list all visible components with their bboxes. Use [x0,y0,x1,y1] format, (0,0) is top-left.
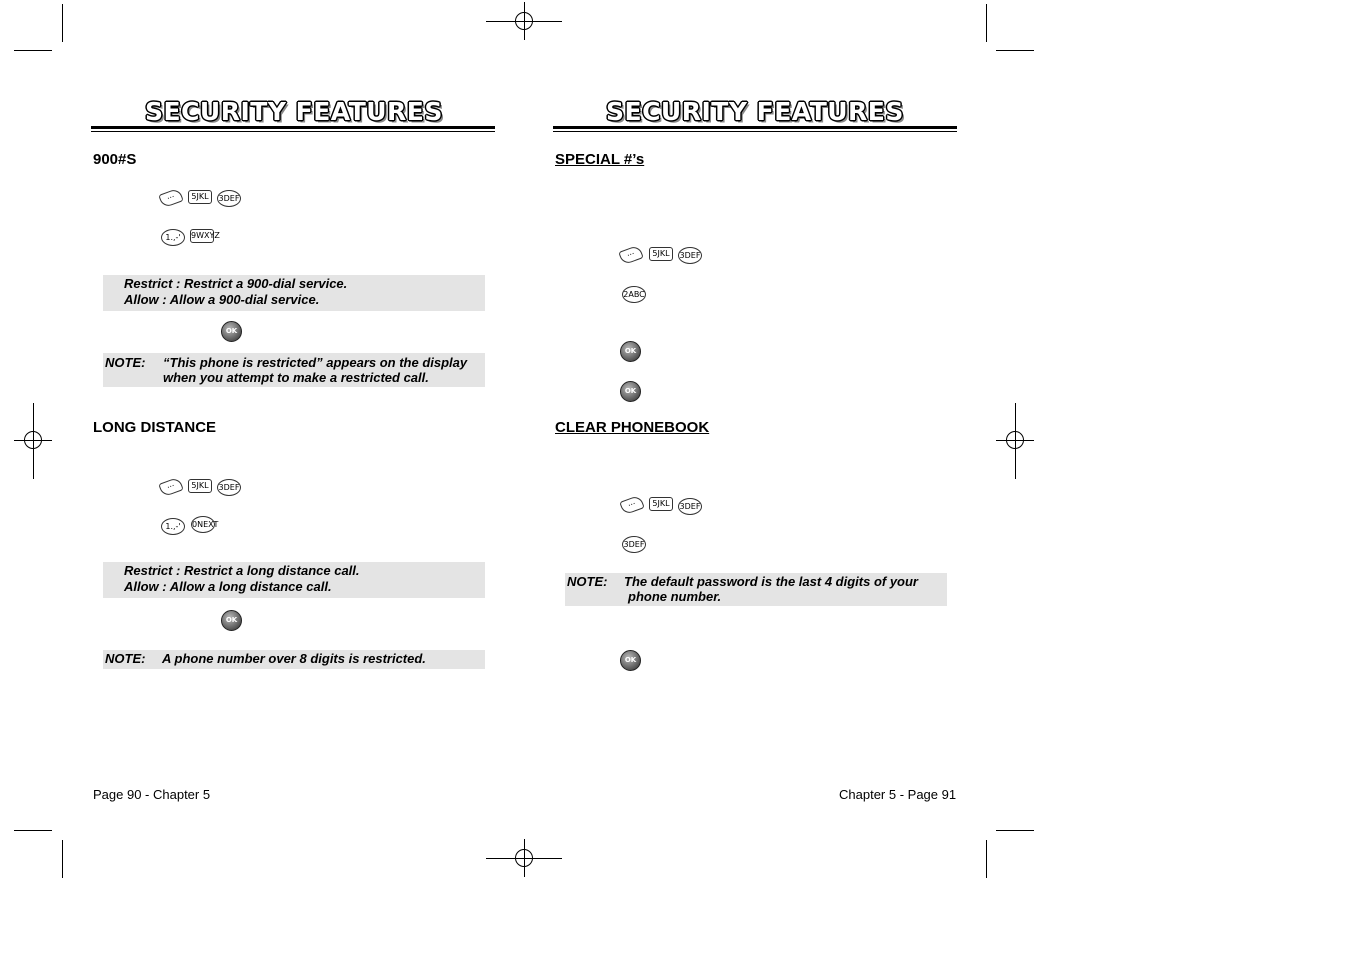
title-rule [91,126,495,129]
registration-mark-icon [1006,431,1024,449]
ok-key-icon: OK [620,341,641,362]
section-heading: CLEAR PHONEBOOK [555,419,710,436]
note-label: NOTE: [567,574,608,589]
title-rule [553,126,957,129]
ok-key-icon: OK [221,321,242,342]
number-key-icon: 0NEXT [191,516,215,533]
number-key-icon: 2ABC [622,286,646,303]
ok-key-icon: OK [620,650,641,671]
crop-mark [14,50,52,51]
registration-mark-icon [515,849,533,867]
number-key-icon: 5JKL [649,497,673,511]
option-allow: Allow : Allow a long distance call. [124,579,332,594]
menu-key-icon: ··· [158,477,183,498]
number-key-icon: 3DEF [217,479,241,496]
page-footer: Page 90 - Chapter 5 [93,787,211,802]
title-rule [91,131,495,132]
number-key-icon: 3DEF [217,190,241,207]
page-footer: Chapter 5 - Page 91 [839,787,957,802]
crop-mark [62,4,63,42]
menu-key-icon: ··· [618,245,643,266]
number-key-icon: 3DEF [622,536,646,553]
menu-key-icon: ··· [619,495,644,516]
note-label: NOTE: [105,355,146,370]
title-rule [553,131,957,132]
crop-mark [986,840,987,878]
number-key-icon: 3DEF [678,247,702,264]
note-text: A phone number over 8 digits is restricted. [162,651,426,666]
number-key-icon: 1.,-' [161,518,185,535]
number-key-icon: 9WXYZ [190,229,214,243]
section-heading: 900#S [93,151,137,168]
option-allow: Allow : Allow a 900-dial service. [124,292,320,307]
section-heading: SPECIAL #’s [555,151,645,168]
option-restrict: Restrict : Restrict a long distance call. [124,563,360,578]
crop-mark [996,50,1034,51]
number-key-icon: 5JKL [188,190,212,204]
page-title: SECURITY FEATURES [606,97,904,126]
ok-key-icon: OK [221,610,242,631]
number-key-icon: 1.,-' [161,229,185,246]
note-text: “This phone is restricted” appears on the display [163,355,468,370]
note-text: The default password is the last 4 digits of your [624,574,918,589]
crop-mark [986,4,987,42]
registration-mark-icon [515,12,533,30]
crop-mark [62,840,63,878]
crop-mark [14,830,52,831]
ok-key-icon: OK [620,381,641,402]
note-text: phone number. [628,589,722,604]
section-heading: LONG DISTANCE [93,419,217,436]
menu-key-icon: ··· [158,188,183,209]
number-key-icon: 3DEF [678,498,702,515]
number-key-icon: 5JKL [188,479,212,493]
page-title: SECURITY FEATURES [145,97,443,126]
number-key-icon: 5JKL [649,247,673,261]
registration-mark-icon [24,431,42,449]
option-restrict: Restrict : Restrict a 900-dial service. [124,276,348,291]
crop-mark [996,830,1034,831]
note-label: NOTE: [105,651,146,666]
note-text: when you attempt to make a restricted call. [163,370,429,385]
